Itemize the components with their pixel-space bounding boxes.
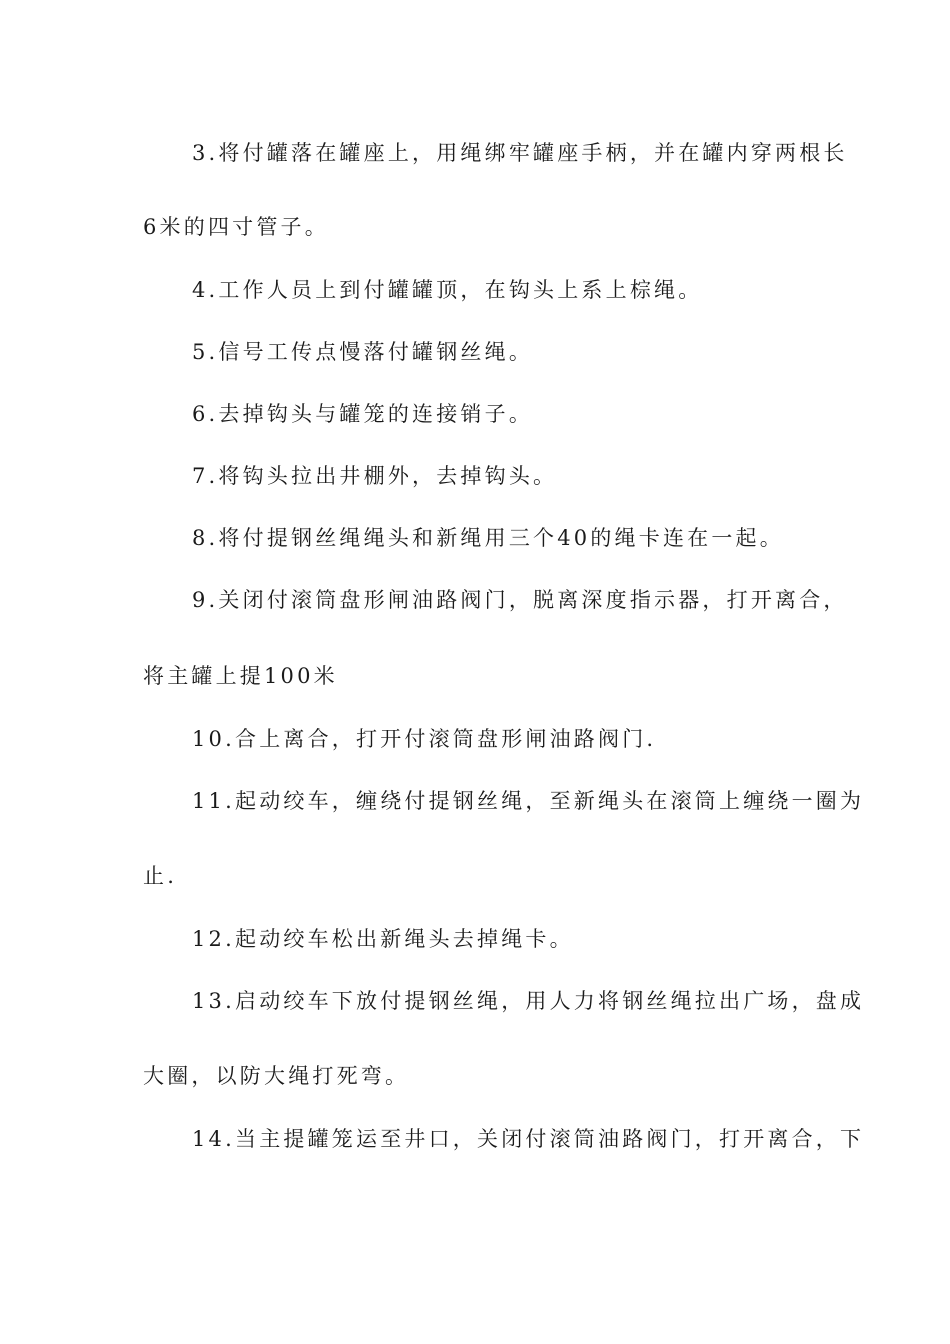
step-11-text: 11.起动绞车，缠绕付提钢丝绳，至新绳头在滚筒上缠绕一圈为 — [192, 789, 865, 813]
step-7-text: 7.将钩头拉出井棚外，去掉钩头。 — [192, 464, 558, 488]
step-10-text: 10.合上离合，打开付滚筒盘形闸油路阀门. — [192, 727, 657, 751]
step-8-text: 8.将付提钢丝绳绳头和新绳用三个40的绳卡连在一起。 — [192, 526, 784, 550]
step-3-text-continued: 6米的四寸管子。 — [143, 215, 329, 239]
step-13-text-continued: 大圈，以防大绳打死弯。 — [143, 1064, 410, 1088]
step-6-text: 6.去掉钩头与罐笼的连接销子。 — [192, 402, 534, 426]
step-14-text: 14.当主提罐笼运至井口，关闭付滚筒油路阀门，打开离合，下 — [192, 1127, 865, 1151]
step-4-text: 4.工作人员上到付罐罐顶，在钩头上系上棕绳。 — [192, 278, 703, 302]
step-5-text: 5.信号工传点慢落付罐钢丝绳。 — [192, 340, 534, 364]
step-9-text: 9.关闭付滚筒盘形闸油路阀门，脱离深度指示器，打开离合， — [192, 588, 848, 612]
step-3-text: 3.将付罐落在罐座上，用绳绑牢罐座手柄，并在罐内穿两根长 — [192, 141, 848, 165]
step-11-text-continued: 止. — [143, 864, 178, 888]
step-13-text: 13.启动绞车下放付提钢丝绳，用人力将钢丝绳拉出广场，盘成 — [192, 989, 865, 1013]
step-9-text-continued: 将主罐上提100米 — [143, 664, 338, 688]
step-12-text: 12.起动绞车松出新绳头去掉绳卡。 — [192, 927, 574, 951]
